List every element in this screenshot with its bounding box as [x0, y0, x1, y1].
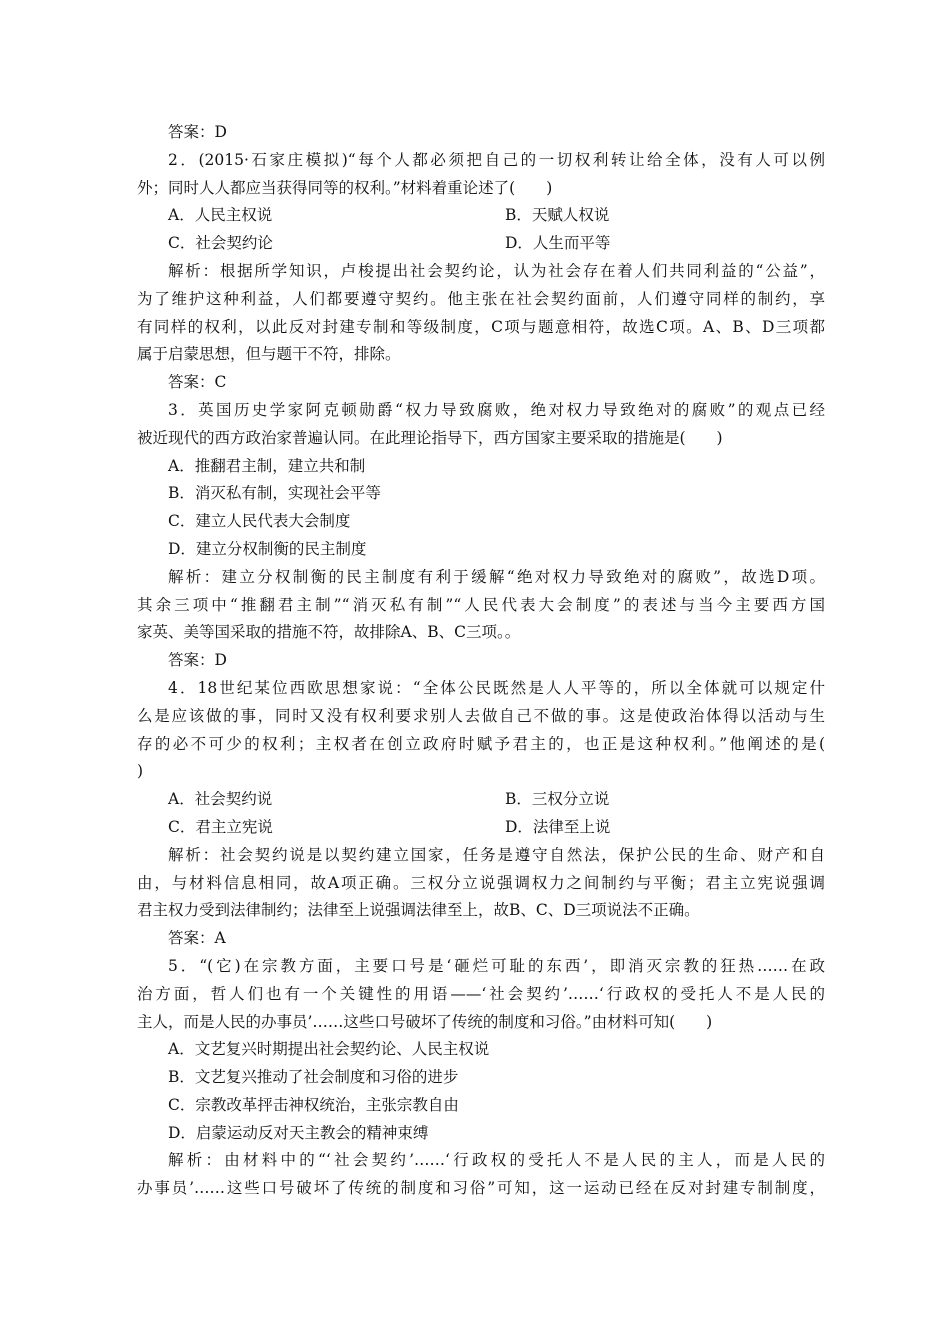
analysis-line: 家英、美等国采取的措施不符，故排除A、B、C三项。。: [137, 623, 521, 642]
option-d: D．建立分权制衡的民主制度: [168, 539, 367, 558]
analysis-line: 属于启蒙思想，但与题干不符，排除。: [137, 345, 401, 364]
question-3-stem: 被近现代的西方政治家普遍认同。在此理论指导下，西方国家主要采取的措施是( ): [137, 428, 723, 447]
analysis-line: 君主权力受到法律制约；法律至上说强调法律至上，故B、C、D三项说法不正确。: [137, 901, 700, 920]
analysis-line: 办事员’……这些口号破坏了传统的制度和习俗”可知，这一运动已经在反对封建专制制度，: [137, 1179, 825, 1198]
analysis-line: 解析：根据所学知识，卢梭提出社会契约论，认为社会存在着人们共同利益的“公益”，: [168, 261, 825, 280]
option-d: D．人生而平等: [505, 234, 611, 253]
analysis-line: 解析：建立分权制衡的民主制度有利于缓解“绝对权力导致绝对的腐败”，故选D项。: [168, 567, 825, 586]
answer-line: 答案：D: [168, 123, 227, 141]
analysis-line: 为了维护这种利益，人们都要遵守契约。他主张在社会契约面前，人们遵守同样的制约，享: [137, 289, 825, 308]
option-c: C．社会契约论: [168, 234, 273, 253]
option-b: B．天赋人权说: [505, 206, 610, 225]
option-c: C．宗教改革抨击神权统治，主张宗教自由: [168, 1095, 459, 1114]
question-5-stem: 5．“(它)在宗教方面，主要口号是‘砸烂可耻的东西’，即消灭宗教的狂热……在政: [168, 956, 825, 975]
option-a: A．社会契约说: [168, 790, 273, 809]
document-body: [137, 119, 825, 1203]
option-d: D．启蒙运动反对天主教会的精神束缚: [168, 1123, 429, 1142]
question-5-stem: 主人，而是人民的办事员’……这些口号破坏了传统的制度和习俗。”由材料可知( ): [137, 1012, 713, 1031]
option-c: C．建立人民代表大会制度: [168, 512, 351, 531]
option-b: B．三权分立说: [505, 790, 610, 809]
question-4-stem: 么是应该做的事，同时又没有权利要求别人去做自己不做的事。这是使政治体得以活动与生: [137, 706, 825, 725]
option-b: B．文艺复兴推动了社会制度和习俗的进步: [168, 1068, 459, 1087]
analysis-line: 解析：社会契约说是以契约建立国家，任务是遵守自然法，保护公民的生命、财产和自: [168, 845, 825, 864]
question-4-stem: 存的必不可少的权利；主权者在创立政府时赋予君主的，也正是这种权利。”他阐述的是(: [137, 734, 825, 753]
option-a: A．文艺复兴时期提出社会契约论、人民主权说: [168, 1040, 490, 1059]
option-b: B．消灭私有制，实现社会平等: [168, 484, 381, 503]
answer-line: 答案：A: [168, 929, 226, 948]
analysis-line: 由，与材料信息相同，故A项正确。三权分立说强调权力之间制约与平衡；君主立宪说强调: [137, 873, 825, 892]
question-4-stem: ): [137, 762, 144, 781]
question-2-stem: 2．(2015·石家庄模拟)“每个人都必须把自己的一切权利转让给全体，没有人可以例: [168, 150, 825, 169]
question-2-stem: 外；同时人人都应当获得同等的权利。”材料着重论述了( ): [137, 178, 553, 197]
question-2-options-row: [137, 202, 825, 230]
option-d: D．法律至上说: [505, 817, 611, 836]
question-4-options-row: [137, 786, 825, 814]
analysis-line: 解析：由材料中的“‘社会契约’……‘行政权的受托人不是人民的主人，而是人民的: [168, 1151, 825, 1170]
question-3-stem: 3．英国历史学家阿克顿勋爵“权力导致腐败，绝对权力导致绝对的腐败”的观点已经: [168, 400, 825, 419]
analysis-line: 有同样的权利，以此反对封建专制和等级制度，C项与题意相符，故选C项。A、B、D三项都: [137, 317, 825, 336]
answer-line: 答案：D: [168, 651, 227, 670]
question-2-options-row: [137, 230, 825, 258]
option-a: A．推翻君主制，建立共和制: [168, 456, 366, 475]
question-4-stem: 4．18世纪某位西欧思想家说：“全体公民既然是人人平等的，所以全体就可以规定什: [168, 678, 825, 697]
option-a: A．人民主权说: [168, 206, 273, 225]
analysis-line: 其余三项中“推翻君主制”“消灭私有制”“人民代表大会制度”的表述与当今主要西方国: [137, 595, 825, 614]
question-4-options-row: [137, 814, 825, 842]
option-c: C．君主立宪说: [168, 817, 273, 836]
question-5-stem: 治方面，哲人们也有一个关键性的用语——‘社会契约’……‘行政权的受托人不是人民的: [137, 984, 825, 1003]
answer-line: 答案：C: [168, 373, 227, 392]
